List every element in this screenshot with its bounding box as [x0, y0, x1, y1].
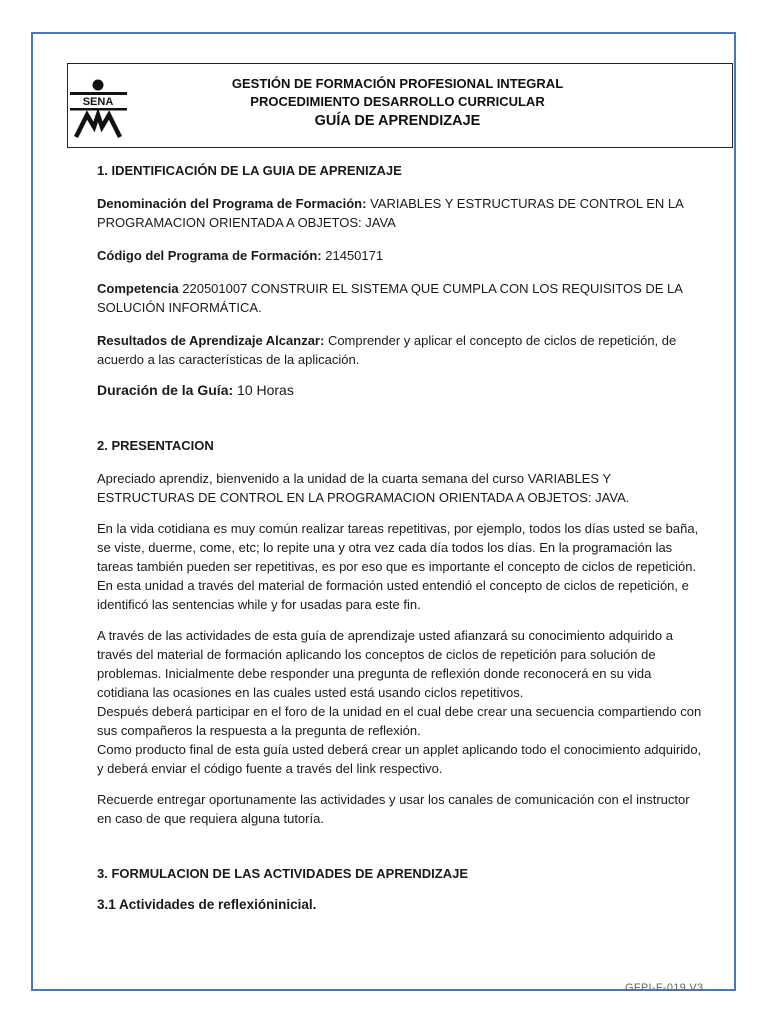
- competencia-value: 220501007 CONSTRUIR EL SISTEMA QUE CUMPLA CON LOS REQUISITOS DE LA SOLUCIÓN INFORMÁTICA.: [97, 281, 683, 315]
- header-line-1: GESTIÓN DE FORMACIÓN PROFESIONAL INTEGRAL: [231, 76, 564, 91]
- codigo-label: Código del Programa de Formación:: [97, 248, 322, 263]
- logo-text: SENA: [82, 96, 114, 108]
- resultados-label: Resultados de Aprendizaje Alcanzar:: [97, 333, 325, 348]
- presentacion-paragraph-3c: Como producto final de esta guía usted deberá crear un applet aplicando todo el conocimiento adquirido, y deberá enviar el código fuente a través del link respectivo.: [97, 742, 702, 776]
- sena-logo: [70, 77, 130, 139]
- resultados-field: [97, 331, 703, 369]
- denominacion-label: Denominación del Programa de Formación:: [97, 196, 367, 211]
- duracion-value: 10 Horas: [233, 382, 294, 398]
- presentacion-paragraph-3a: A través de las actividades de esta guía de aprendizaje usted afianzará su conocimiento adquirido a través del material de formación aplicando los conceptos de ciclos de repetición para solución de problemas. Inicialmente debe responder una pregunta de reflexión donde reconocerá en su vida cotidiana las ocasiones en las cuales usted está usando ciclos repetitivos.: [97, 628, 673, 700]
- presentacion-paragraph-4: Recuerde entregar oportunamente las actividades y usar los canales de comunicación con el instructor en caso de que requiera alguna tutoría.: [97, 792, 690, 826]
- codigo-field: [97, 246, 703, 265]
- document-body: [97, 161, 703, 914]
- resultados-value: Comprender y aplicar el concepto de ciclos de repetición, de acuerdo a las características de la aplicación.: [97, 333, 677, 367]
- duracion-label: Duración de la Guía:: [97, 382, 234, 398]
- header-title-block: [180, 75, 615, 131]
- header-line-2: PROCEDIMIENTO DESARROLLO CURRICULAR: [250, 94, 545, 109]
- presentacion-paragraph-1: Apreciado aprendiz, bienvenido a la unidad de la cuarta semana del curso VARIABLES Y ESTRUCTURAS DE CONTROL EN LA PROGRAMACION ORIENTADA A OBJETOS: JAVA.: [97, 471, 630, 505]
- codigo-value: 21450171: [321, 248, 384, 263]
- denominacion-field: [97, 194, 703, 232]
- section-3-1-title: 3.1 Actividades de reflexióninicial.: [97, 897, 317, 912]
- section-3-title: 3. FORMULACION DE LAS ACTIVIDADES DE APRENDIZAJE: [97, 866, 469, 881]
- header-line-3: GUÍA DE APRENDIZAJE: [314, 113, 481, 129]
- denominacion-value: VARIABLES Y ESTRUCTURAS DE CONTROL EN LA PROGRAMACION ORIENTADA A OBJETOS: JAVA: [97, 196, 684, 230]
- section-1-title: 1. IDENTIFICACIÓN DE LA GUIA DE APRENIZAJE: [97, 163, 402, 178]
- footer-code: GFPI-F-019 V3: [625, 982, 704, 994]
- duracion-field: [97, 381, 703, 400]
- presentacion-paragraph-3b: Después deberá participar en el foro de la unidad en el cual debe crear una secuencia compartiendo con sus compañeros la respuesta a la pregunta de reflexión.: [97, 704, 702, 738]
- competencia-label: Competencia: [97, 281, 179, 296]
- section-2-title: 2. PRESENTACION: [97, 438, 214, 453]
- competencia-field: [97, 279, 703, 317]
- presentacion-paragraph-2: En la vida cotidiana es muy común realizar tareas repetitivas, por ejemplo, todos los días usted se baña, se viste, duerme, come, etc; lo repite una y otra vez cada día todos los días. En la programación las tareas también pueden ser repetitivas, es por eso que es importante el concepto de ciclos de repetición. En esta unidad a través del material de formación usted entendió el concepto de ciclos de repetición, e identificó las sentencias while y for usadas para este fin.: [97, 521, 699, 612]
